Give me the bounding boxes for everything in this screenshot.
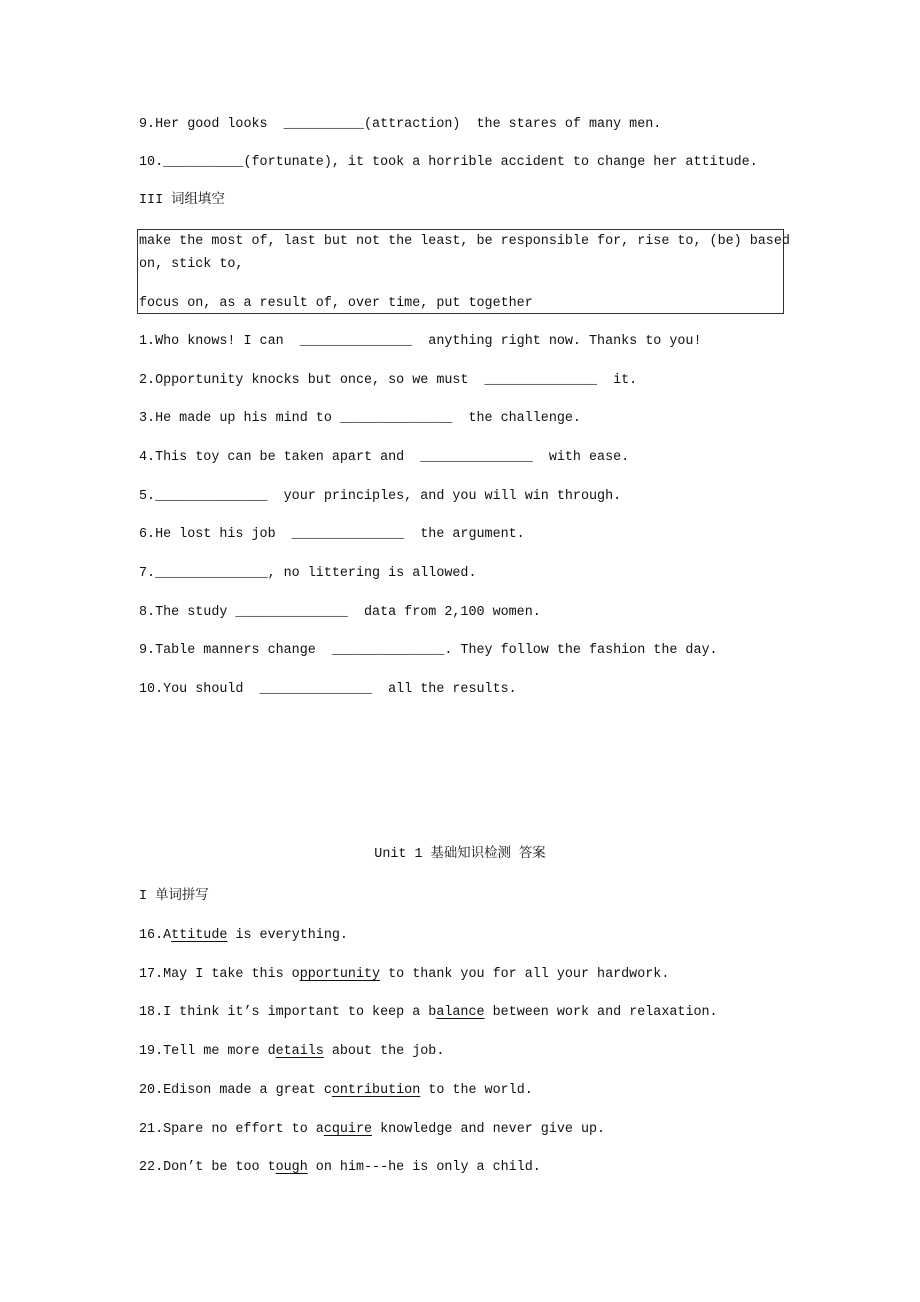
answer-text: 22.Don’t be too t bbox=[139, 1160, 276, 1176]
answer-line bbox=[139, 966, 669, 984]
question-line: 2.Opportunity knocks but once, so we must ______________ it. bbox=[139, 373, 638, 388]
question-line: 9.Her good looks __________(attraction) the stares of many men. bbox=[139, 117, 662, 132]
word-box-line: on, stick to, bbox=[139, 257, 244, 272]
answer-text: to thank you for all your hardwork. bbox=[380, 966, 670, 982]
answer-line bbox=[139, 1159, 541, 1177]
question-line: 1.Who knows! I can ______________ anything right now. Thanks to you! bbox=[139, 334, 702, 349]
question-line: 9.Table manners change ______________. They follow the fashion the day. bbox=[139, 643, 718, 658]
answer-text: 20.Edison made a great c bbox=[139, 1082, 332, 1098]
answer-line bbox=[139, 1082, 533, 1100]
answer-line bbox=[139, 1043, 444, 1061]
question-line: 6.He lost his job ______________ the argument. bbox=[139, 527, 525, 542]
question-line: 10.__________(fortunate), it took a horrible accident to change her attitude. bbox=[139, 155, 758, 170]
answer-text: knowledge and never give up. bbox=[372, 1121, 606, 1137]
answer-text: 19.Tell me more d bbox=[139, 1044, 276, 1060]
answer-text: 16.A bbox=[139, 928, 172, 943]
answer-text: 18.I think it’s important to keep a b bbox=[139, 1005, 437, 1021]
section3-heading: III 词组填空 bbox=[139, 193, 225, 208]
answer-line bbox=[139, 1004, 718, 1022]
answer-word: pportunity bbox=[299, 966, 381, 982]
answer-word: etails bbox=[275, 1044, 324, 1060]
question-line: 4.This toy can be taken apart and ______________ with ease. bbox=[139, 450, 630, 465]
word-box bbox=[137, 229, 790, 314]
answer-word: ttitude bbox=[171, 928, 228, 943]
answer-word: cquire bbox=[323, 1121, 373, 1137]
answer-text: between work and relaxation. bbox=[484, 1005, 718, 1021]
answers-heading: I 单词拼写 bbox=[139, 889, 209, 904]
answer-text: is everything. bbox=[227, 928, 348, 943]
question-line: 7.______________, no littering is allowed. bbox=[139, 566, 477, 581]
answer-text: about the job. bbox=[323, 1044, 445, 1060]
answer-word: ontribution bbox=[331, 1082, 421, 1098]
question-line: 5.______________ your principles, and you will win through. bbox=[139, 489, 622, 504]
answer-text: 17.May I take this o bbox=[139, 966, 300, 982]
answer-text: 21.Spare no effort to a bbox=[139, 1121, 324, 1137]
word-box-line: focus on, as a result of, over time, put together bbox=[139, 296, 533, 311]
word-box-line: make the most of, last but not the least, be responsible for, rise to, (be) based bbox=[139, 234, 790, 249]
answer-text: on him---he is only a child. bbox=[307, 1160, 541, 1176]
question-line: 3.He made up his mind to ______________ the challenge. bbox=[139, 411, 581, 426]
answer-line bbox=[139, 927, 348, 945]
answer-text: to the world. bbox=[420, 1082, 533, 1098]
answers-title: Unit 1 基础知识检测 答案 bbox=[374, 847, 546, 862]
question-line: 8.The study ______________ data from 2,100 women. bbox=[139, 605, 541, 620]
question-line: 10.You should ______________ all the results. bbox=[139, 682, 517, 697]
answer-word: ough bbox=[275, 1160, 308, 1176]
answer-word: alance bbox=[436, 1005, 485, 1021]
answer-line bbox=[139, 1121, 605, 1139]
